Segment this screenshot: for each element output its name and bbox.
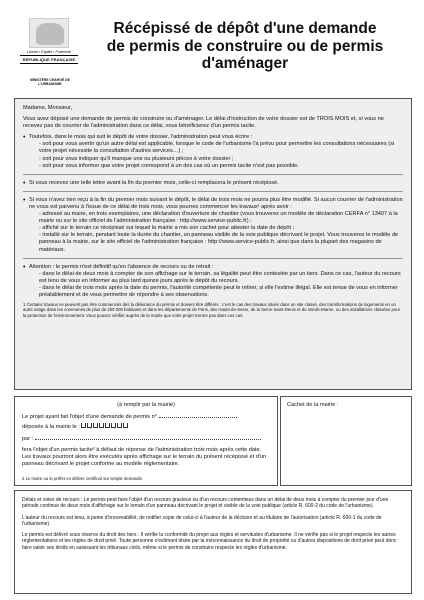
applicant-field[interactable] bbox=[35, 434, 261, 440]
bullet-rien-recu bbox=[23, 197, 403, 254]
applicant-label: par : bbox=[22, 435, 34, 442]
legal-box bbox=[14, 490, 412, 594]
bullet-text: Si vous recevez une telle lettre avant la fin du premier mois, celle-ci remplacera le présent récépissé. bbox=[29, 179, 279, 186]
motto: Liberté • Égalité • Fraternité bbox=[27, 50, 71, 54]
permit-number-label: Le projet ayant fait l'objet d'une demande de permis n° bbox=[22, 414, 157, 421]
bullet-title: Attention : le permis n'est définitif qu'en l'absence de recours ou de retrait : bbox=[29, 263, 214, 270]
bullet-icon: • bbox=[23, 134, 26, 142]
divider bbox=[23, 258, 403, 259]
sub-item: - dans le délai de deux mois à compter de son affichage sur le terrain, sa légalité peut être contestée par un tiers. Dans ce cas, l'auteur du recours est tenu de vous en informer au plus tard quinze jours après le dépôt du recours. bbox=[39, 270, 401, 284]
divider bbox=[23, 174, 403, 175]
legal-droit-tiers: Le permis est délivré sous réserve du droit des tiers : Il vérifie la conformité du projet aux règles et servitudes d'urbanisme. Il ne vérifie pas si le projet respecte les autres réglementations et les règles de droit privé. Toute personne s'estimant lésée par la méconnaissance du droit de propriété ou d'autres dispositions de droit privé peut donc faire valoir ses droits en saisissant les tribunaux civils, même si le permis de construire respecte les règles d'urbanisme. bbox=[22, 532, 397, 551]
sub-item: - soit pour vous indiquer qu'il manque une ou plusieurs pièces à votre dossier ; bbox=[39, 155, 234, 162]
sub-item: - installé sur le terrain, pendant toute la durée du chantier, un panneau visible de la voie publique décrivant le projet. Vous trouverez le modèle de panneau à la mairie, sur le site officiel de l'administration française : http://www.service-public.fr, ainsi que dans la plupart des magasins de matériaux. bbox=[39, 232, 399, 253]
permit-number-field[interactable] bbox=[159, 412, 237, 418]
bullet-toutefois bbox=[23, 134, 403, 169]
stamp-label: Cachet de la mairie : bbox=[287, 402, 339, 408]
page-title bbox=[80, 20, 410, 73]
title-line-2: de permis de construire ou de permis d'aménager bbox=[106, 37, 384, 72]
greeting: Madame, Monsieur, bbox=[23, 105, 73, 111]
footnote-1: 1 Certains travaux ne peuvent pas être commencés dès la délivrance du permis et doivent être différés : c'est le cas des travaux situés dans un site classé, des transformations de logements en un autre usage dans les communes de plus de 200 000 habitants et dans les départements de Paris, des Hauts-de-Seine, de la Seine-Saint-Denis et du Val-de-Marne, ou des installations classées pour la protection de l'environnement. Vous pouvez vérifier auprès de la mairie que votre projet n'entre pas dans ces cas. bbox=[23, 302, 401, 318]
bullet-title: Toutefois, dans le mois qui suit le dépôt de votre dossier, l'administration peut vous écrire : bbox=[29, 134, 253, 141]
bullet-icon: • bbox=[23, 179, 26, 187]
intro-paragraph: Vous avez déposé une demande de permis de construire ou d'aménager. Le délai d'instruction de votre dossier est de TROIS MOIS et, si vous ne recevez pas de courrier de l'administration dans ce délai, vous bénéficierez d'un permis tacite. bbox=[23, 116, 384, 130]
info-box bbox=[14, 98, 412, 390]
stamp-box[interactable] bbox=[280, 396, 412, 486]
mairie-section bbox=[14, 396, 278, 486]
republique-label: RÉPUBLIQUE FRANÇAISE bbox=[20, 55, 78, 64]
sub-item: - affiché sur le terrain ce récépissé sur lequel la mairie a mis son cachet pour attester la date de dépôt ; bbox=[39, 225, 295, 232]
tacit-permit-paragraph: fera l'objet d'un permis tacite² à défaut de réponse de l'administration trois mois après cette date. Les travaux pourront alors être exécutés après affichage sur le terrain du présent récépissé et d'un panneau décrivant le projet conforme au modèle réglementaire. bbox=[22, 446, 267, 468]
bullet-attention bbox=[23, 264, 403, 299]
marianne-emblem-icon bbox=[29, 18, 69, 48]
mairie-heading: (à remplir par la mairie) bbox=[117, 402, 175, 408]
bullet-title: Si vous n'avez rien reçu à la fin du premier mois suivant le dépôt, le délai de trois mois ne pourra plus être modifié. Si aucun courrier de l'administration ne vous est parvenu à l'issue de ce délai de trois mois, vous pourrez commencer les travaux¹ après avoir : bbox=[29, 196, 403, 210]
bullet-icon: • bbox=[23, 263, 26, 271]
legal-recours: Délais et voies de recours : Le permis peut faire l'objet d'un recours gracieux ou d'un recours contentieux dans un délai de deux mois à compter du premier jour d'une période continue de deux mois d'affichage sur le terrain d'un panneau décrivant le projet et visible de la voie publique (article R. 600-2 du code de l'urbanisme). bbox=[22, 497, 389, 510]
deposit-date-label: déposée à la mairie le : bbox=[22, 424, 80, 431]
ministry-label: MINISTÈRE CHARGÉ DE L'URBANISME bbox=[30, 78, 70, 87]
deposit-date-field[interactable] bbox=[81, 423, 128, 428]
footnote-2: 2 Le maire ou le préfet en délivre certificat sur simple demande. bbox=[22, 475, 144, 481]
sub-item: - adressé au maire, en trois exemplaires, une déclaration d'ouverture de chantier (vous trouverez un modèle de déclaration CERFA n° 13407 à la mairie ou sur le site officiel de l'administration française : http://www.service-public.fr) ; bbox=[39, 211, 398, 225]
sub-item: - soit pour vous avertir qu'un autre délai est applicable, lorsque le code de l'urbanisme l'a prévu pour permettre les consultations nécessaires (si votre projet nécessite la consultation d'autres services…) ; bbox=[39, 141, 395, 155]
sub-item: - dans le délai de trois mois après la date du permis, l'autorité compétente peut le retirer, si elle l'estime illégal. Elle est tenue de vous en informer préalablement et de vous permettre de répondre à ses observations. bbox=[39, 284, 398, 298]
sub-item: - soit pour vous informer que votre projet correspond à un des cas où un permis tacite n'est pas possible. bbox=[39, 162, 299, 169]
bullet-lettre bbox=[23, 180, 403, 187]
divider bbox=[23, 191, 403, 192]
title-line-1: Récépissé de dépôt d'une demande bbox=[113, 20, 377, 37]
bullet-icon: • bbox=[23, 196, 26, 204]
legal-notification: L'auteur du recours est tenu, à peine d'irrecevabilité, de notifier copie de celui-ci à l'auteur de la décision et au titulaire de l'autorisation (article R. 600-1 du code de l'urbanisme). bbox=[22, 514, 382, 527]
republique-logo bbox=[20, 18, 78, 76]
